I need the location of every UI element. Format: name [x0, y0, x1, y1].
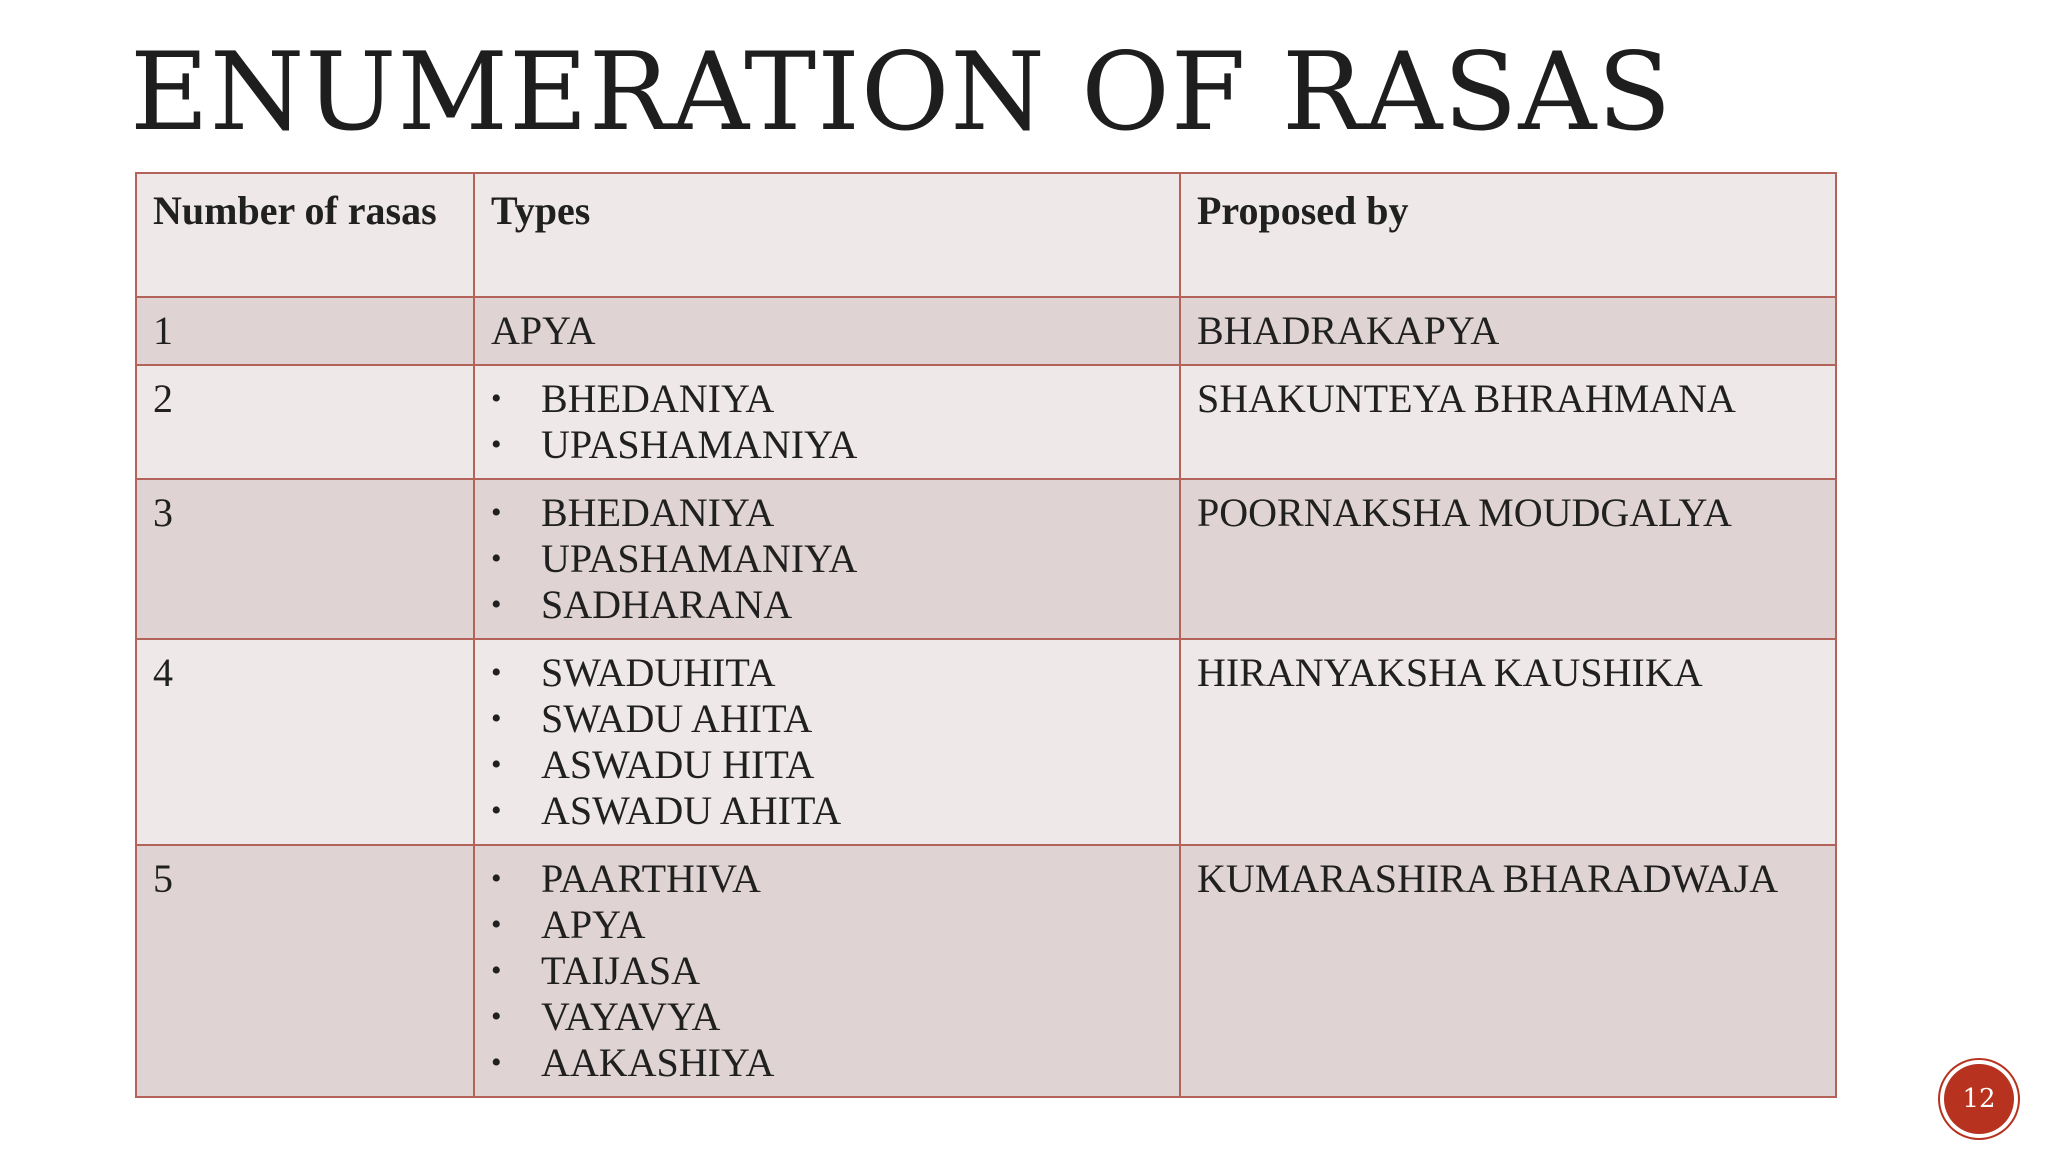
cell-proposed-by: POORNAKSHA MOUDGALYA — [1180, 479, 1836, 639]
rasas-table — [135, 172, 1837, 1098]
cell-proposed-by: KUMARASHIRA BHARADWAJA — [1180, 845, 1836, 1097]
cell-number: 2 — [136, 365, 474, 479]
list-item: • ASWADU AHITA — [491, 788, 1163, 834]
header-number-of-rasas: Number of rasas — [136, 173, 474, 297]
list-item: • VAYAVYA — [491, 994, 1163, 1040]
cell-number: 1 — [136, 297, 474, 365]
types-list — [491, 650, 1163, 834]
list-item: • UPASHAMANIYA — [491, 422, 1163, 468]
table-row — [136, 639, 1836, 845]
list-item: • BHEDANIYA — [491, 376, 1163, 422]
types-list — [491, 856, 1163, 1086]
list-item: • APYA — [491, 902, 1163, 948]
table-row — [136, 297, 1836, 365]
table-row — [136, 365, 1836, 479]
page-number-badge: 12 — [1944, 1064, 2014, 1134]
list-item: • ASWADU HITA — [491, 742, 1163, 788]
cell-number: 4 — [136, 639, 474, 845]
cell-types — [474, 297, 1180, 365]
type-item: APYA — [491, 308, 596, 353]
cell-types — [474, 639, 1180, 845]
list-item: • SWADU AHITA — [491, 696, 1163, 742]
list-item: • BHEDANIYA — [491, 490, 1163, 536]
table-row — [136, 479, 1836, 639]
cell-proposed-by: HIRANYAKSHA KAUSHIKA — [1180, 639, 1836, 845]
list-item: • SWADUHITA — [491, 650, 1163, 696]
table-header-row — [136, 173, 1836, 297]
types-list — [491, 490, 1163, 628]
list-item: • AAKASHIYA — [491, 1040, 1163, 1086]
list-item: • UPASHAMANIYA — [491, 536, 1163, 582]
cell-proposed-by: SHAKUNTEYA BHRAHMANA — [1180, 365, 1836, 479]
list-item: • TAIJASA — [491, 948, 1163, 994]
cell-types — [474, 845, 1180, 1097]
cell-types — [474, 479, 1180, 639]
cell-proposed-by: BHADRAKAPYA — [1180, 297, 1836, 365]
header-types: Types — [474, 173, 1180, 297]
list-item: • SADHARANA — [491, 582, 1163, 628]
types-list — [491, 376, 1163, 468]
rasas-table-container — [135, 172, 1835, 1098]
cell-types — [474, 365, 1180, 479]
table-row — [136, 845, 1836, 1097]
cell-number: 5 — [136, 845, 474, 1097]
header-proposed-by: Proposed by — [1180, 173, 1836, 297]
list-item: • PAARTHIVA — [491, 856, 1163, 902]
cell-number: 3 — [136, 479, 474, 639]
slide-title: ENUMERATION OF RASAS — [130, 30, 1673, 155]
